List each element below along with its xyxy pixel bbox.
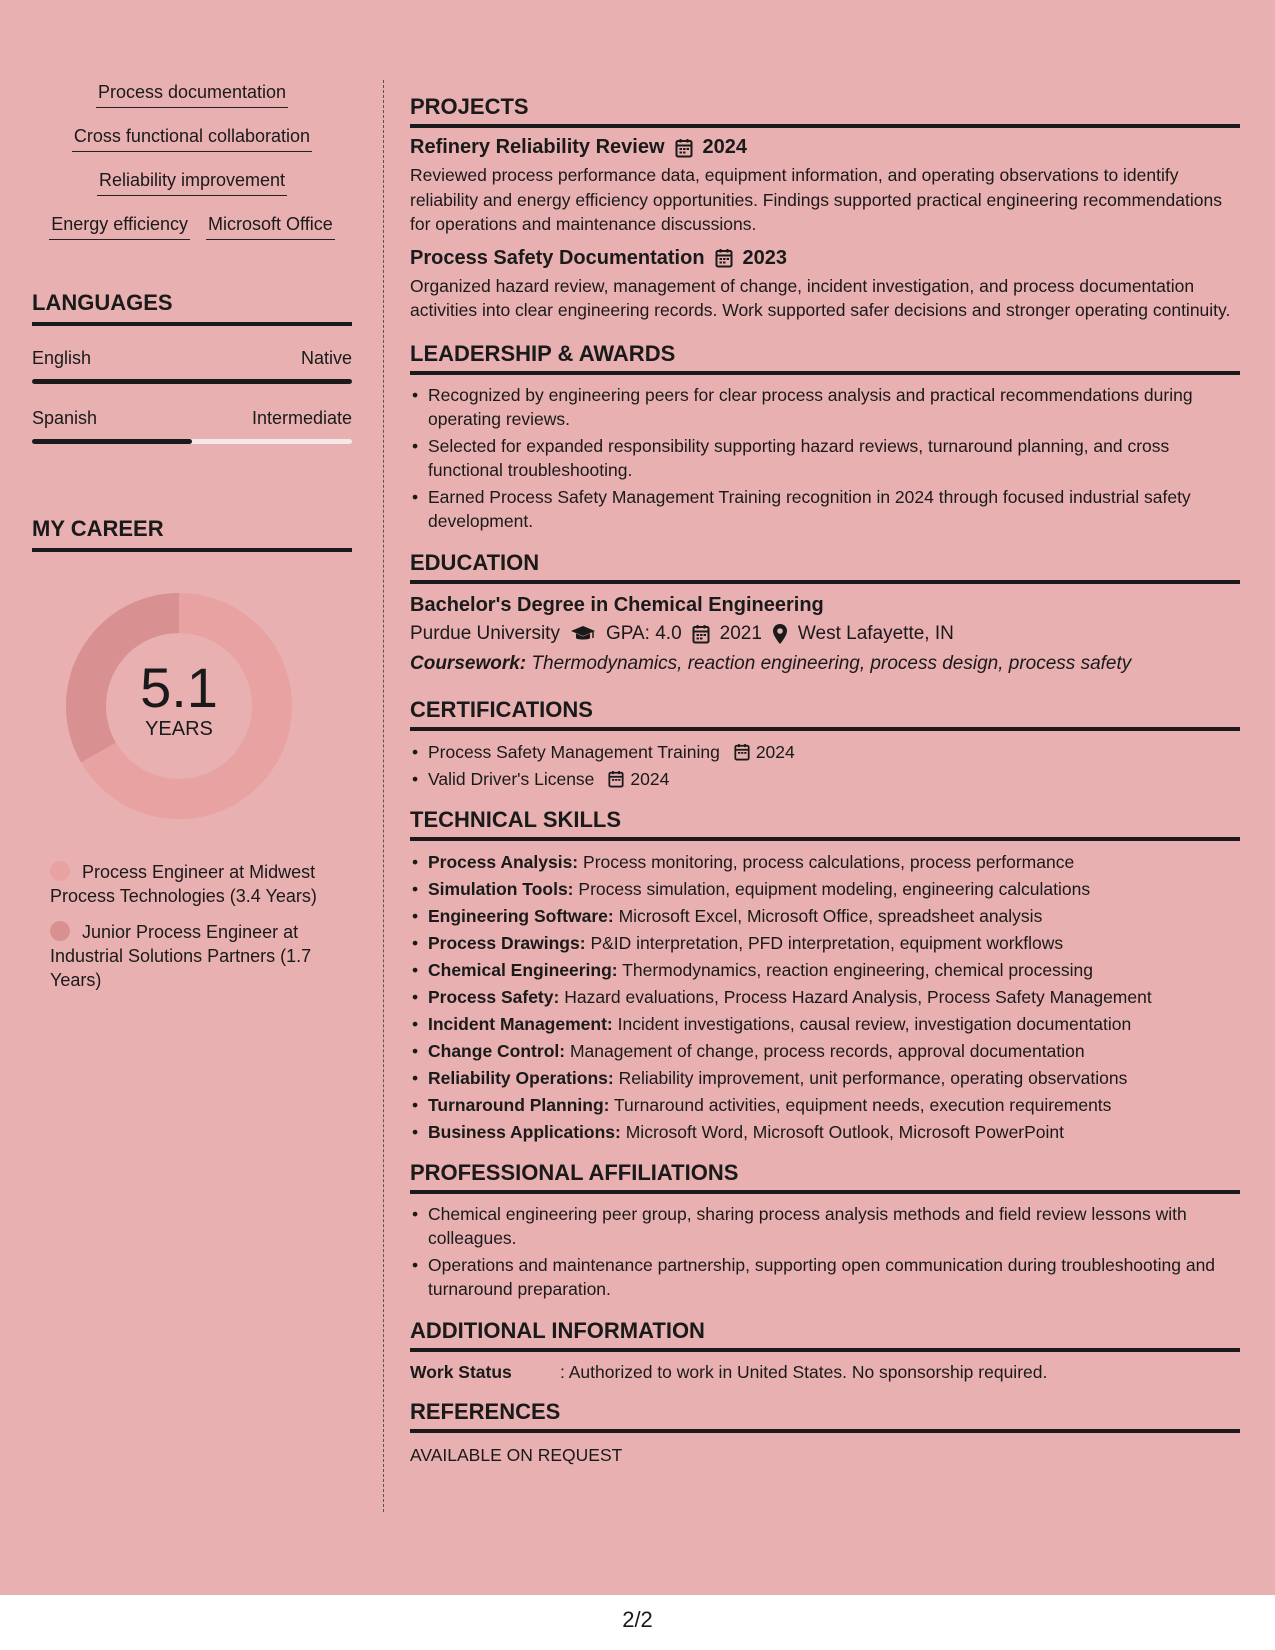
cert-name: • Valid Driver's License [428,768,595,789]
career-heading: MY CAREER [32,516,352,552]
project-description: Organized hazard review, management of change, incident investigation, and process documentation activities into clear engineering records. Work supported safer decisions and stronger operating continuity. [410,275,1231,320]
list-item [410,903,1240,930]
language-bar-fill [32,439,192,444]
list-item [410,1119,1240,1146]
language-name: Spanish [32,408,98,428]
skill-label: Turnaround Planning: [428,1094,610,1115]
list-item: • Earned Process Safety Management Training recognition in 2024 through focused industrial safety development. [410,485,1240,534]
certifications-list [410,739,1240,793]
work-status-label: Work Status [410,1361,512,1382]
leadership-list [410,383,1240,534]
list-item [410,739,1240,766]
calendar-icon [608,770,624,788]
skill-text: Microsoft Excel, Microsoft Office, spreadsheet analysis [618,905,1043,926]
list-item [410,849,1240,876]
skill-tag: Process documentation [96,80,288,108]
degree-title: Bachelor's Degree in Chemical Engineering [410,593,824,616]
skill-row [32,80,352,108]
skill-tags [32,80,352,240]
project-item [410,136,1240,237]
language-level: Native [300,348,352,368]
cert-name: • Process Safety Management Training [428,741,720,762]
skill-label: Change Control: [428,1040,566,1061]
school-name: Purdue University [410,622,560,644]
skill-text: Management of change, process records, approval documentation [569,1040,1085,1061]
skill-text: Process monitoring, process calculations, process performance [583,851,1075,872]
list-item [410,1092,1240,1119]
affiliations-list [410,1202,1240,1302]
project-year: 2023 [742,246,788,269]
skill-label: Process Analysis: [428,851,579,872]
list-item [410,930,1240,957]
calendar-icon [692,624,710,644]
coursework-text: Thermodynamics, reaction engineering, process design, process safety [531,652,1132,674]
skill-text: P&ID interpretation, PFD interpretation, equipment workflows [590,932,1064,953]
skill-label: Simulation Tools: [428,878,574,899]
education-heading: EDUCATION [410,550,1240,584]
additional-info-heading: ADDITIONAL INFORMATION [410,1318,1240,1352]
career-list [32,860,352,992]
list-item [410,1011,1240,1038]
right-column [410,94,1240,1467]
certifications-heading: CERTIFICATIONS [410,697,1240,731]
skill-text: Reliability improvement, unit performance, operating observations [618,1067,1128,1088]
career-item-text: Junior Process Engineer at Industrial Solutions Partners (1.7 Years) [50,922,312,990]
education-details [410,623,1240,645]
skill-text: Hazard evaluations, Process Hazard Analysis, Process Safety Management [564,986,1152,1007]
language-bar [32,379,352,384]
list-item [410,984,1240,1011]
language-item [32,408,352,444]
calendar-icon [734,743,750,761]
list-item [410,1065,1240,1092]
skill-tag: Microsoft Office [206,212,335,240]
skill-tag: Reliability improvement [97,168,287,196]
list-item [410,1038,1240,1065]
project-year: 2024 [702,136,748,158]
list-item: • Selected for expanded responsibility supporting hazard reviews, turnaround planning, and cross functional troubleshooting. [410,434,1240,483]
career-donut [32,590,352,830]
calendar-icon [715,248,733,268]
page-number: 2/2 [0,1595,1275,1650]
skill-label: Process Safety: [428,986,560,1007]
career-item [50,860,352,908]
skill-label: Chemical Engineering: [428,959,618,980]
career-item-text: Process Engineer at Midwest Process Technologies (3.4 Years) [50,862,317,906]
project-item [410,247,1240,323]
languages-heading: LANGUAGES [32,290,352,326]
references-heading: REFERENCES [410,1399,1240,1433]
technical-skills-heading: TECHNICAL SKILLS [410,807,1240,841]
list-item: • Recognized by engineering peers for clear process analysis and practical recommendations during operating reviews. [410,383,1240,432]
skill-tag: Energy efficiency [49,212,190,240]
career-total-value: 5.1 [140,656,218,719]
skill-row [32,212,352,240]
school-location: West Lafayette, IN [797,622,954,644]
language-level: Intermediate [251,408,352,428]
language-bar-fill [32,379,352,384]
project-name: Process Safety Documentation [410,246,705,269]
gpa: GPA: 4.0 [605,622,682,644]
projects-heading: PROJECTS [410,94,1240,128]
career-color-dot [50,921,70,941]
skill-tag: Cross functional collaboration [72,124,312,152]
language-bar [32,439,352,444]
career-item [50,920,352,992]
list-item [410,957,1240,984]
project-name: Refinery Reliability Review [410,136,665,158]
skill-label: Incident Management: [428,1013,613,1034]
left-column [32,80,352,1004]
affiliations-heading: PROFESSIONAL AFFILIATIONS [410,1160,1240,1194]
language-item [32,348,352,384]
references-text: AVAILABLE ON REQUEST [410,1444,623,1465]
work-status-row [410,1362,1240,1383]
skill-row [32,168,352,196]
skill-text: Incident investigations, causal review, investigation documentation [617,1013,1132,1034]
graduation-year: 2021 [719,622,762,644]
skill-text: Thermodynamics, reaction engineering, chemical processing [622,959,1093,980]
list-item: • Chemical engineering peer group, sharing process analysis methods and field review lessons with colleagues. [410,1202,1240,1251]
graduation-cap-icon [570,625,596,643]
cert-year: 2024 [755,741,795,762]
language-name: English [32,348,92,368]
work-status-value: : Authorized to work in United States. No sponsorship required. [560,1361,1048,1382]
skill-text: Process simulation, equipment modeling, engineering calculations [578,878,1091,899]
project-description: Reviewed process performance data, equipment information, and operating observations to identify reliability and energy efficiency opportunities. Findings supported practical engineering recommendations for operations and maintenance discussions. [410,165,1222,234]
skill-label: Engineering Software: [428,905,614,926]
leadership-heading: LEADERSHIP & AWARDS [410,341,1240,375]
skill-label: Business Applications: [428,1121,621,1142]
career-total-unit: YEARS [145,718,213,740]
column-divider [383,80,384,1512]
skill-text: Microsoft Word, Microsoft Outlook, Microsoft PowerPoint [625,1121,1065,1142]
cert-year: 2024 [630,768,670,789]
coursework [410,653,1240,675]
list-item: • Operations and maintenance partnership, supporting open communication during troubleshooting and turnaround preparation. [410,1253,1240,1302]
skill-row [32,124,352,152]
list-item [410,766,1240,793]
calendar-icon [675,138,693,158]
skill-label: Reliability Operations: [428,1067,614,1088]
career-total [79,656,279,741]
skill-text: Turnaround activities, equipment needs, execution requirements [614,1094,1112,1115]
career-color-dot [50,861,70,881]
list-item [410,876,1240,903]
coursework-label: Coursework: [410,652,527,674]
location-pin-icon [772,623,788,645]
skill-label: Process Drawings: [428,932,586,953]
technical-skills-list [410,849,1240,1146]
